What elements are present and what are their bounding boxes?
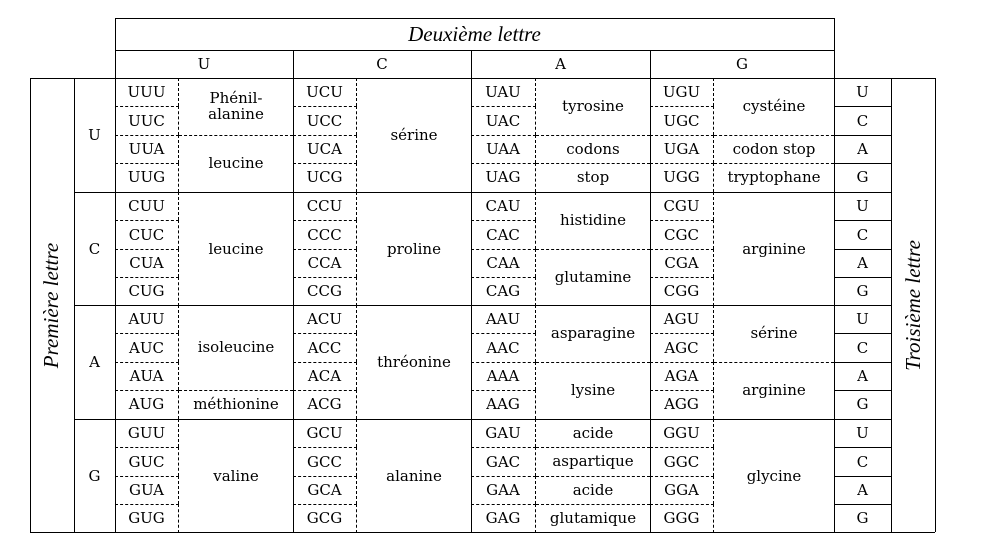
dashed-line (471, 249, 536, 250)
amino-acid-label: glutamique (549, 509, 637, 528)
codon-AUA: AUA (115, 362, 179, 390)
first-letter-title (30, 78, 74, 532)
codon-CGA: CGA (650, 249, 714, 277)
dashed-line (115, 362, 179, 363)
amino-acid-label: codon stop (732, 139, 816, 158)
amino-acid-label: tyrosine (562, 97, 624, 116)
codon-CUG: CUG (115, 277, 179, 305)
dashed-line (650, 135, 714, 136)
grid-line (834, 163, 891, 164)
codon-AAG: AAG (471, 390, 536, 418)
codon-AGC: AGC (650, 333, 714, 361)
dashed-line (293, 333, 357, 334)
codon-AAA: AAA (471, 362, 536, 390)
third-letter-G: G (856, 509, 869, 528)
third-letter-A: A (857, 480, 868, 499)
third-letter-U: U (856, 197, 869, 216)
first-letter-A: A (89, 353, 100, 371)
dashed-line (650, 390, 714, 391)
codon-CAC: CAC (471, 220, 536, 248)
dashed-line (536, 504, 650, 505)
amino-acid-label: arginine (742, 380, 806, 399)
third-letter-U: U (856, 83, 869, 102)
dashed-line (471, 163, 536, 164)
dashed-line (293, 476, 357, 477)
dashed-line (471, 106, 536, 107)
codon-ACC: ACC (293, 333, 357, 361)
amino-acid-label: Phénil- alanine (208, 88, 264, 124)
grid-line (834, 476, 891, 477)
dashed-line (293, 135, 357, 136)
dashed-line (293, 447, 357, 448)
dashed-line (115, 106, 179, 107)
second-letter-C: C (376, 55, 388, 73)
third-letter-A: A (857, 139, 868, 158)
dashed-line (115, 504, 179, 505)
codon-CGG: CGG (650, 277, 714, 305)
codon-AUC: AUC (115, 333, 179, 361)
grid-line (834, 277, 891, 278)
amino-acid-label: stop (576, 168, 610, 187)
dashed-line (650, 106, 714, 107)
codon-UUG: UUG (115, 163, 179, 191)
dashed-line (293, 106, 357, 107)
third-letter-U: U (856, 310, 869, 329)
codon-GGU: GGU (650, 419, 714, 447)
codon-GAA: GAA (471, 476, 536, 504)
dashed-line (115, 447, 179, 448)
dashed-line (650, 249, 714, 250)
dashed-line (714, 135, 834, 136)
dashed-line (293, 220, 357, 221)
second-letter-A: A (555, 55, 566, 73)
dashed-line (179, 390, 293, 391)
dashed-line (650, 447, 714, 448)
dashed-line (471, 447, 536, 448)
codon-UGC: UGC (650, 106, 714, 134)
codon-CUA: CUA (115, 249, 179, 277)
dashed-line (179, 135, 293, 136)
codon-UGA: UGA (650, 135, 714, 163)
codon-AGU: AGU (650, 305, 714, 333)
codon-UUA: UUA (115, 135, 179, 163)
codon-GGG: GGG (650, 504, 714, 532)
codon-GAC: GAC (471, 447, 536, 475)
third-letter-C: C (856, 111, 869, 130)
codon-GGC: GGC (650, 447, 714, 475)
codon-UUU: UUU (115, 78, 179, 106)
codon-AUG: AUG (115, 390, 179, 418)
dashed-line (115, 476, 179, 477)
dashed-line (293, 277, 357, 278)
codon-CAA: CAA (471, 249, 536, 277)
codon-ACA: ACA (293, 362, 357, 390)
amino-acid-label: isoleucine (197, 338, 275, 357)
first-letter-title-text: Première lettre (39, 242, 64, 368)
dashed-line (471, 333, 536, 334)
first-letter-C: C (88, 239, 101, 258)
amino-acid-label: tryptophane (727, 168, 821, 187)
amino-acid-label: thréonine (377, 352, 451, 371)
codon-ACG: ACG (293, 390, 357, 418)
grid-line (834, 362, 891, 363)
amino-acid-label: acide (572, 423, 614, 442)
second-letter-G: G (736, 55, 748, 73)
dashed-line (650, 362, 714, 363)
codon-GUA: GUA (115, 476, 179, 504)
codon-ACU: ACU (293, 305, 357, 333)
second-letter-U: U (197, 55, 211, 73)
dashed-line (115, 163, 179, 164)
codon-CAG: CAG (471, 277, 536, 305)
third-letter-C: C (856, 452, 869, 471)
dashed-line (714, 362, 834, 363)
amino-acid-label: cystéine (742, 97, 806, 116)
grid-line (834, 135, 891, 136)
codon-GUU: GUU (115, 419, 179, 447)
dashed-line (471, 504, 536, 505)
amino-acid-label: codons (566, 139, 620, 158)
grid-line (834, 106, 891, 107)
codon-UAU: UAU (471, 78, 536, 106)
codon-CCC: CCC (293, 220, 357, 248)
dashed-line (650, 220, 714, 221)
dashed-line (650, 504, 714, 505)
third-letter-A: A (857, 253, 868, 272)
grid-line (834, 390, 891, 391)
dashed-line (536, 249, 650, 250)
codon-CCU: CCU (293, 192, 357, 220)
dashed-line (471, 277, 536, 278)
grid-line (834, 249, 891, 250)
amino-acid-label: lysine (570, 380, 616, 399)
dashed-line (471, 220, 536, 221)
dashed-line (293, 390, 357, 391)
dashed-line (536, 163, 650, 164)
grid-line (834, 447, 891, 448)
amino-acid-label: histidine (560, 211, 626, 230)
amino-acid-label: sérine (390, 125, 438, 144)
amino-acid-label: alanine (386, 466, 442, 485)
first-letter-G: G (88, 466, 101, 485)
amino-acid-label: proline (387, 239, 441, 258)
dashed-line (115, 277, 179, 278)
third-letter-G: G (856, 282, 869, 301)
amino-acid-label: acide (572, 480, 614, 499)
amino-acid-label: arginine (742, 239, 806, 258)
amino-acid-label: sérine (750, 324, 798, 343)
grid-line (115, 18, 834, 19)
third-letter-title (891, 78, 935, 532)
codon-GCG: GCG (293, 504, 357, 532)
codon-GCA: GCA (293, 476, 357, 504)
dashed-line (115, 249, 179, 250)
codon-UAA: UAA (471, 135, 536, 163)
grid-line (935, 78, 936, 532)
dashed-line (293, 504, 357, 505)
codon-UAG: UAG (471, 163, 536, 191)
dashed-line (471, 135, 536, 136)
codon-UCA: UCA (293, 135, 357, 163)
codon-CGU: CGU (650, 192, 714, 220)
grid-line (834, 333, 891, 334)
dashed-line (471, 362, 536, 363)
dashed-line (115, 333, 179, 334)
dashed-line (115, 390, 179, 391)
dashed-line (650, 277, 714, 278)
codon-GCC: GCC (293, 447, 357, 475)
codon-UGG: UGG (650, 163, 714, 191)
codon-AAU: AAU (471, 305, 536, 333)
dashed-line (293, 362, 357, 363)
amino-acid-label: valine (213, 466, 259, 485)
codon-UAC: UAC (471, 106, 536, 134)
codon-CAU: CAU (471, 192, 536, 220)
dashed-line (650, 163, 714, 164)
grid-line (834, 504, 891, 505)
first-letter-U: U (88, 126, 101, 144)
codon-GAG: GAG (471, 504, 536, 532)
amino-acid-label: méthionine (193, 395, 279, 414)
codon-GUC: GUC (115, 447, 179, 475)
dashed-line (714, 163, 834, 164)
codon-GUG: GUG (115, 504, 179, 532)
codon-UCU: UCU (293, 78, 357, 106)
third-letter-U: U (856, 424, 869, 443)
third-letter-G: G (856, 395, 869, 414)
grid-line (834, 220, 891, 221)
dashed-line (650, 333, 714, 334)
dashed-line (536, 447, 650, 448)
dashed-line (115, 135, 179, 136)
codon-AAC: AAC (471, 333, 536, 361)
dashed-line (293, 163, 357, 164)
dashed-line (115, 220, 179, 221)
codon-UUC: UUC (115, 106, 179, 134)
codon-CGC: CGC (650, 220, 714, 248)
codon-UCG: UCG (293, 163, 357, 191)
dashed-line (650, 476, 714, 477)
amino-acid-label: leucine (208, 239, 264, 258)
codon-UCC: UCC (293, 106, 357, 134)
amino-acid-label: glutamine (554, 267, 632, 286)
amino-acid-label: glycine (746, 466, 802, 485)
third-letter-A: A (857, 366, 868, 385)
codon-GGA: GGA (650, 476, 714, 504)
codon-GCU: GCU (293, 419, 357, 447)
codon-AUU: AUU (115, 305, 179, 333)
grid-line (891, 78, 892, 532)
dashed-line (536, 362, 650, 363)
dashed-line (471, 390, 536, 391)
dashed-line (471, 476, 536, 477)
dashed-line (536, 476, 650, 477)
third-letter-title-text: Troisième lettre (900, 239, 925, 371)
codon-UGU: UGU (650, 78, 714, 106)
second-letter-title: Deuxième lettre (408, 21, 541, 46)
codon-AGA: AGA (650, 362, 714, 390)
third-letter-C: C (856, 338, 869, 357)
codon-AGG: AGG (650, 390, 714, 418)
third-letter-C: C (856, 225, 869, 244)
dashed-line (536, 135, 650, 136)
codon-CUC: CUC (115, 220, 179, 248)
codon-CUU: CUU (115, 192, 179, 220)
grid-line (30, 78, 31, 532)
third-letter-G: G (856, 168, 869, 187)
amino-acid-label: leucine (208, 153, 264, 172)
amino-acid-label: asparagine (550, 324, 636, 343)
dashed-line (293, 249, 357, 250)
codon-CCA: CCA (293, 249, 357, 277)
codon-CCG: CCG (293, 277, 357, 305)
amino-acid-label: aspartique (552, 452, 634, 471)
codon-GAU: GAU (471, 419, 536, 447)
